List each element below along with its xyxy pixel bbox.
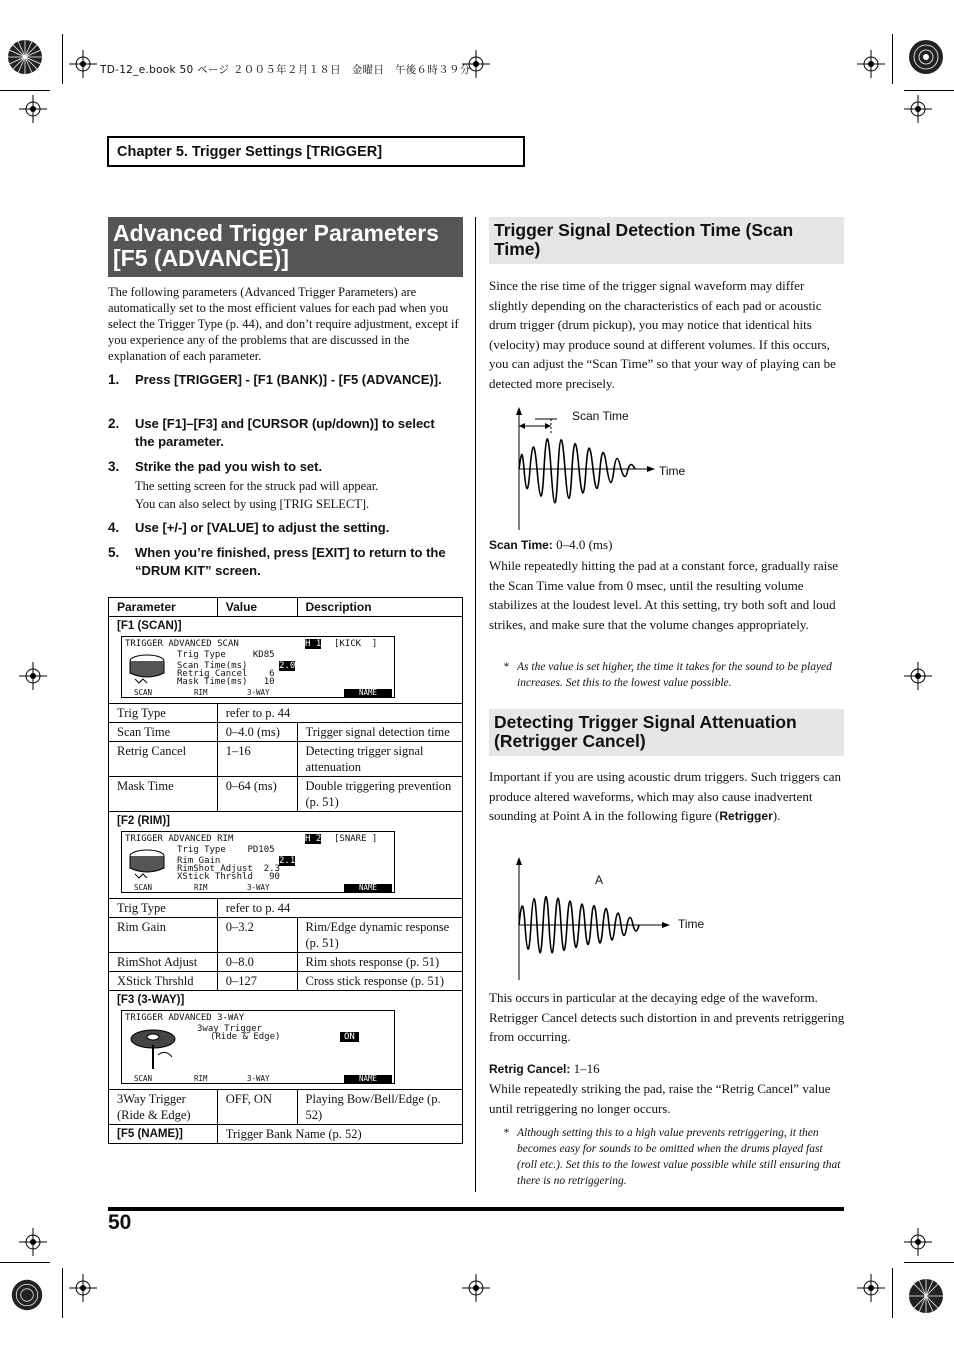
lcd-line: Trig Type KD85 [177,650,275,660]
lcd-line: (Ride & Edge) [210,1032,281,1042]
cell: Rim shots response (p. 51) [297,953,462,972]
step-text: Strike the pad you wish to set. [135,459,323,474]
lcd-tab: 3-WAY [247,883,270,892]
book-header-line: TD-12_e.book 50 ページ ２００５年２月１８日 金曜日 午後６時３９分 [100,64,471,76]
parameter-table [108,597,463,1144]
section-heading-scan-time: Trigger Signal Detection Time (Scan Time) [489,217,844,264]
retrigger-note: Although setting this to a high value prevents retriggering, it then becomes easy for sounds to be omitted when the drums played fast (roll etc.). Set this to the lowest value possible while still ensuring that there is no retriggering. [517,1127,841,1187]
registration-mark-icon [857,50,885,78]
lcd-line: RimShot Adjust 2.3 [177,864,280,874]
cell: XStick Thrshld [109,972,218,991]
crop-line [892,1268,893,1318]
lcd-tab: RIM [194,883,208,892]
lcd-kit-name: [KICK ] [334,639,378,649]
lcd-badge: H 2 [305,834,322,844]
range-value: 1–16 [573,1061,600,1076]
column-header: Value [217,598,297,617]
lcd-line: 3way Trigger [197,1024,263,1034]
cell: Mask Time [109,777,218,812]
cell: refer to p. 44 [217,899,462,918]
lcd-tab-active: NAME [344,1075,392,1083]
table-header-row [109,598,463,617]
lcd-line: TRIGGER ADVANCED SCAN [125,639,239,649]
drum-pad-icon [127,846,167,882]
table-row [109,899,463,918]
retrigger-waveform-figure [505,855,705,985]
lcd-tab: 3-WAY [247,1074,270,1083]
table-row [109,1125,463,1144]
registration-mark-icon [19,1228,47,1256]
corner-target-bl [10,1278,44,1312]
lcd-tab-bar [122,884,394,892]
cymbal-icon [128,1025,178,1071]
step-number: 1. [108,372,120,387]
point-a-label: A [595,873,604,887]
time-axis-label: Time [659,464,686,478]
lcd-tab: SCAN [134,883,153,892]
lcd-line: XStick Thrshld 90 [177,872,280,882]
table-row [109,953,463,972]
cell: Trig Type [109,704,218,723]
lcd-line: Retrig Cancel 6 [177,669,275,679]
cell: Double triggering prevention (p. 51) [297,777,462,812]
table-row [109,742,463,777]
lcd-screen-3way [121,1010,395,1084]
cell: Detecting trigger signal attenuation [297,742,462,777]
f3-section-label: [F3 (3-WAY)] [117,994,185,1006]
registration-mark-icon [69,1274,97,1302]
cell: Rim Gain [109,918,218,953]
lcd-selected-value: 2.1 [279,856,296,866]
registration-mark-icon [19,662,47,690]
cell: 0–3.2 [217,918,297,953]
crop-line [904,90,954,91]
column-divider [475,217,476,1192]
corner-sunburst-br [907,1277,945,1315]
note-asterisk: * [503,661,509,673]
step-text: Press [TRIGGER] - [F1 (BANK)] - [F5 (ADVANCE)]. [135,372,442,387]
step-number: 3. [108,459,120,474]
registration-mark-icon [857,1274,885,1302]
f2-section-label: [F2 (RIM)] [117,815,171,827]
text-span: ). [772,808,781,823]
retrigger-paragraph-3: While repeatedly striking the pad, raise the “Retrig Cancel” value until retriggering no longer occurs. [489,1081,831,1116]
lcd-selected-value: ON [340,1032,359,1042]
registration-mark-icon [904,1228,932,1256]
f5-section-label: [F5 (NAME)] [109,1125,218,1144]
step-number: 5. [108,545,120,560]
registration-mark-icon [462,1274,490,1302]
cell: 0–127 [217,972,297,991]
registration-mark-icon [904,662,932,690]
lcd-selected-value: 2.0 [279,661,296,671]
cell: 0–8.0 [217,953,297,972]
text-span: Important if you are using acoustic drum triggers. Such triggers can produce altered waveforms, which may also cause inadvertent sounding at Point A in the following figure ( [489,769,841,823]
cell: Retrig Cancel [109,742,218,777]
lcd-screen-scan [121,636,395,698]
lcd-kit-name: [SNARE ] [334,834,378,844]
column-header: Parameter [109,598,218,617]
crop-line [62,1268,63,1318]
scan-time-paragraph: Since the rise time of the trigger signal waveform may differ slightly depending on the characteristics of each pad or acoustic drum trigger (drum pickup), you may notice that identical hits (velocity) may produce sound at different volumes. If this occurs, you can adjust the “Scan Time” so that your way of playing can be detected more precisely. [489,278,836,391]
cell: Playing Bow/Bell/Edge (p. 52) [297,1090,462,1125]
cell: 0–64 (ms) [217,777,297,812]
note-asterisk: * [503,1127,509,1139]
lcd-badge: H 1 [305,639,322,649]
lcd-tab: RIM [194,688,208,697]
retrigger-term: Retrigger [719,809,773,823]
table-row [109,1090,463,1125]
cell: Cross stick response (p. 51) [297,972,462,991]
column-header: Description [297,598,462,617]
lcd-line: Trig Type PD105 [177,845,275,855]
lcd-tab-bar [122,689,394,697]
scan-time-range [489,535,845,556]
page-title: Advanced Trigger Parameters [F5 (ADVANCE)] [108,217,463,277]
lcd-line: TRIGGER ADVANCED 3-WAY [125,1013,245,1023]
time-axis-label: Time [678,917,705,931]
corner-target-tr [907,38,945,76]
scan-time-paragraph-2: While repeatedly hitting the pad at a constant force, gradually raise the Scan Time value from 0 msec, until the resulting volume stabilizes at the loudest level. At this setting, try both soft and loud strikes, and make sure that the volume changes appropriately. [489,558,839,632]
cell: RimShot Adjust [109,953,218,972]
intro-paragraph: The following parameters (Advanced Trigger Parameters) are automatically set to the most efficient values for each pad when you select the Trigger Type (p. 44), and don’t require adjustment, except if you experience any of the problems that are discussed in the explanation of each parameter. [108,285,459,363]
range-label: Scan Time: [489,538,553,552]
lcd-tab: SCAN [134,1074,153,1083]
cell: Trigger Bank Name (p. 52) [217,1125,462,1144]
range-label: Retrig Cancel: [489,1062,571,1076]
crop-line [0,1262,50,1263]
page-number: 50 [108,1211,132,1234]
footer-rule [108,1207,844,1211]
chapter-heading: Chapter 5. Trigger Settings [TRIGGER] [107,136,525,167]
cell: OFF, ON [217,1090,297,1125]
lcd-line: Mask Time(ms) 10 [177,677,275,687]
step-text: Use [F1]–[F3] and [CURSOR (up/down)] to select the parameter. [135,416,435,449]
table-row [109,918,463,953]
lcd-tab: 3-WAY [247,688,270,697]
scan-time-figure-label: Scan Time [572,409,629,423]
lcd-screen-rim [121,831,395,893]
scan-time-note: As the value is set higher, the time it takes for the sound to be played increases. Set this to the lowest value possible. [517,661,832,689]
lcd-tab: RIM [194,1074,208,1083]
table-row [109,704,463,723]
registration-mark-icon [19,95,47,123]
table-row [109,777,463,812]
step-subtext: You can also select by using [TRIG SELECT]. [135,497,370,511]
crop-line [0,90,50,91]
crop-line [904,1262,954,1263]
lcd-tab-active: NAME [344,689,392,697]
crop-line [62,34,63,84]
f1-section-label: [F1 (SCAN)] [117,620,182,632]
section-heading-retrigger-cancel: Detecting Trigger Signal Attenuation (Retrigger Cancel) [489,709,844,756]
registration-mark-icon [69,50,97,78]
step-number: 2. [108,416,120,431]
retrigger-paragraph-2: This occurs in particular at the decaying edge of the waveform. Retrigger Cancel detects such distortion in and prevents retriggering from occurring. [489,990,845,1044]
cell: 0–4.0 (ms) [217,723,297,742]
cell: 1–16 [217,742,297,777]
table-row [109,972,463,991]
cell: refer to p. 44 [217,704,462,723]
step-text: Use [+/-] or [VALUE] to adjust the setting. [135,520,390,535]
retrigger-paragraph [489,767,845,827]
lcd-tab: SCAN [134,688,153,697]
step-subtext: The setting screen for the struck pad will appear. [135,479,379,493]
range-value: 0–4.0 (ms) [556,537,613,552]
table-row [109,723,463,742]
lcd-line: Scan Time(ms) [177,661,248,671]
lcd-line: TRIGGER ADVANCED RIM [125,834,234,844]
registration-mark-icon [904,95,932,123]
corner-sunburst-tl [6,38,44,76]
step-number: 4. [108,520,120,535]
cell: 3Way Trigger (Ride & Edge) [109,1090,218,1125]
drum-pad-icon [127,651,167,687]
lcd-tab-active: NAME [344,884,392,892]
cell: Trig Type [109,899,218,918]
cell: Rim/Edge dynamic response (p. 51) [297,918,462,953]
cell: Trigger signal detection time [297,723,462,742]
lcd-line: Rim Gain [177,856,221,866]
lcd-tab-bar [122,1075,394,1083]
cell: Scan Time [109,723,218,742]
crop-line [892,34,893,84]
step-text: When you’re finished, press [EXIT] to return to the “DRUM KIT” screen. [135,545,446,578]
retrigger-range [489,1059,845,1080]
